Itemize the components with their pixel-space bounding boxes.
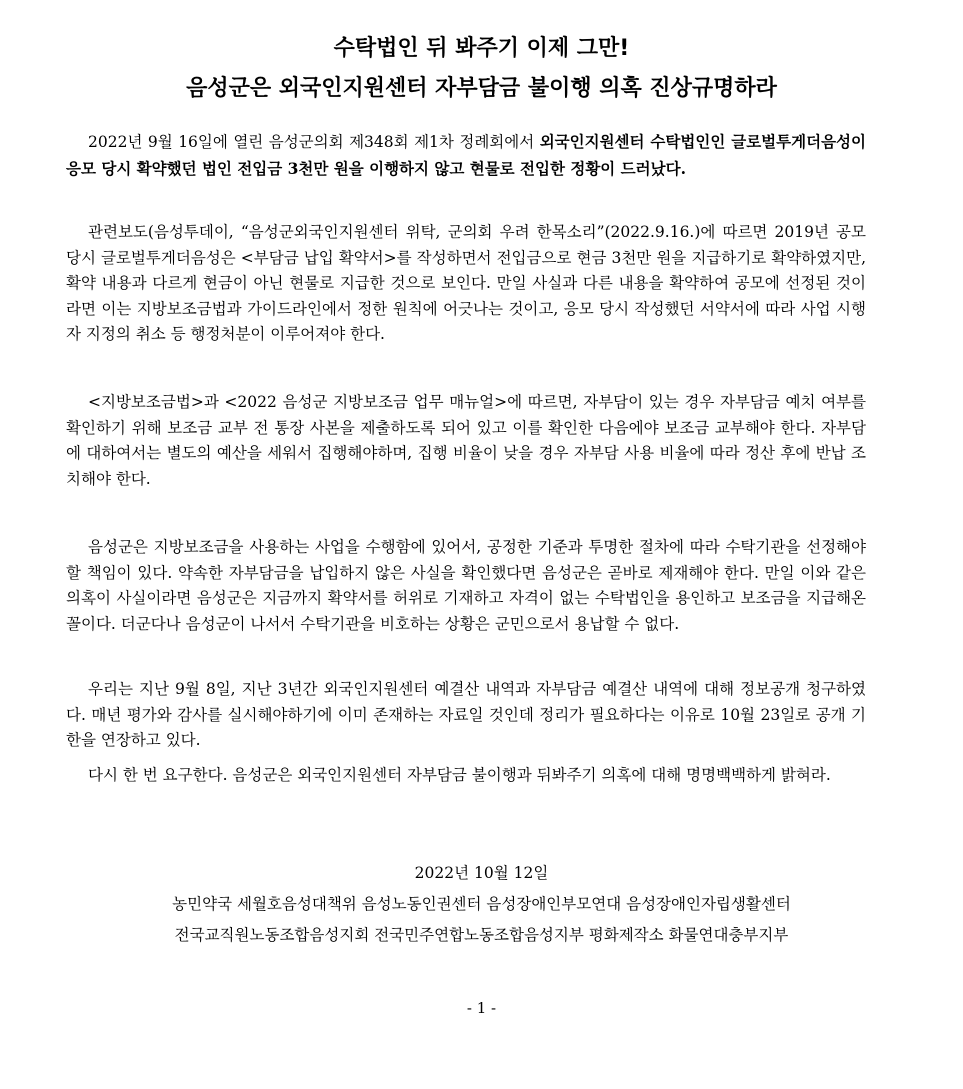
signatory-organizations-line-2: 전국교직원노동조합음성지회 전국민주연합노동조합음성지부 평화제작소 화물연대충부지부	[174, 926, 789, 944]
paragraph-1-bold: 외국인지원센터 수탁법인인 글로벌투게더음성이 응모 당시 확약했던 법인 전입금 3천만 원을 이행하지 않고 현물로 전입한 정황이 드러났다.	[66, 132, 866, 178]
paragraph-4: 음성군은 지방보조금을 사용하는 사업을 수행함에 있어서, 공정한 기준과 투명한 절차에 따라 수탁기관을 선정해야할 책임이 있다. 약속한 자부담금을 납입하지 않은 사실을 확인했다면 음성군은 곧바로 제재해야 한다. 만일 이와 같은 의혹이 사실이라면 음성군은 지금까지 확약서를 허위로 기재하고 자격이 없는 수탁법인을 용인하고 보조금을 지급해온 꼴이다. 더군다나 음성군이 나서서 수탁기관을 비호하는 상황은 군민으로서 용납할 수 없다.	[66, 538, 866, 633]
statement-date: 2022년 10월 12일	[414, 864, 549, 882]
page-number: - 1 -	[466, 999, 497, 1017]
document-title-line-2: 음성군은 외국인지원센터 자부담금 불이행 의혹 진상규명하라	[186, 76, 777, 101]
paragraph-2: 관련보도(음성투데이, “음성군외국인지원센터 위탁, 군의회 우려 한목소리”(2022.9.16.)에 따르면 2019년 공모 당시 글로벌투게더음성은 <부담금 납입 확약서>를 작성하면서 전입금으로 현금 3천만 원을 지급하기로 확약하였지만, 확약 내용과 다르게 현금이 아닌 현물로 지급한 것으로 보인다. 만일 사실과 다른 내용을 확약하여 공모에 선정된 것이라면 이는 지방보조금법과 가이드라인에서 정한 원칙에 어긋나는 것이고, 응모 당시 작성했던 서약서에 따라 사업 시행자 지정의 취소 등 행정처분이 이루어져야 한다.	[66, 223, 866, 344]
paragraph-1	[66, 129, 866, 182]
document-title-line-1: 수탁법인 뒤 봐주기 이제 그만!	[333, 36, 630, 61]
paragraph-1-lead: 2022년 9월 16일에 열린 음성군의회 제348회 제1차 정례회에서	[88, 133, 540, 151]
signatory-organizations-line-1: 농민약국 세월호음성대책위 음성노동인권센터 음성장애인부모연대 음성장애인자립생활센터	[172, 895, 791, 913]
paragraph-5: 우리는 지난 9월 8일, 지난 3년간 외국인지원센터 예결산 내역과 자부담금 예결산 내역에 대해 정보공개 청구하였다. 매년 평가와 감사를 실시해야하기에 이미 존재하는 자료일 것인데 정리가 필요하다는 이유로 10월 23일로 공개 기한을 연장하고 있다.	[66, 680, 866, 750]
paragraph-3: <지방보조금법>과 <2022 음성군 지방보조금 업무 매뉴얼>에 따르면, 자부담이 있는 경우 자부담금 예치 여부를 확인하기 위해 보조금 교부 전 통장 사본을 제출하도록 되어 있고 이를 확인한 다음에야 보조금 교부해야 한다. 자부담에 대하여서는 별도의 예산을 세워서 집행해야하며, 집행 비율이 낮을 경우 자부담 사용 비율에 따라 정산 후에 반납 조치해야 한다.	[66, 393, 866, 488]
paragraph-6: 다시 한 번 요구한다. 음성군은 외국인지원센터 자부담금 불이행과 뒤봐주기 의혹에 대해 명명백백하게 밝혀라.	[88, 766, 831, 784]
